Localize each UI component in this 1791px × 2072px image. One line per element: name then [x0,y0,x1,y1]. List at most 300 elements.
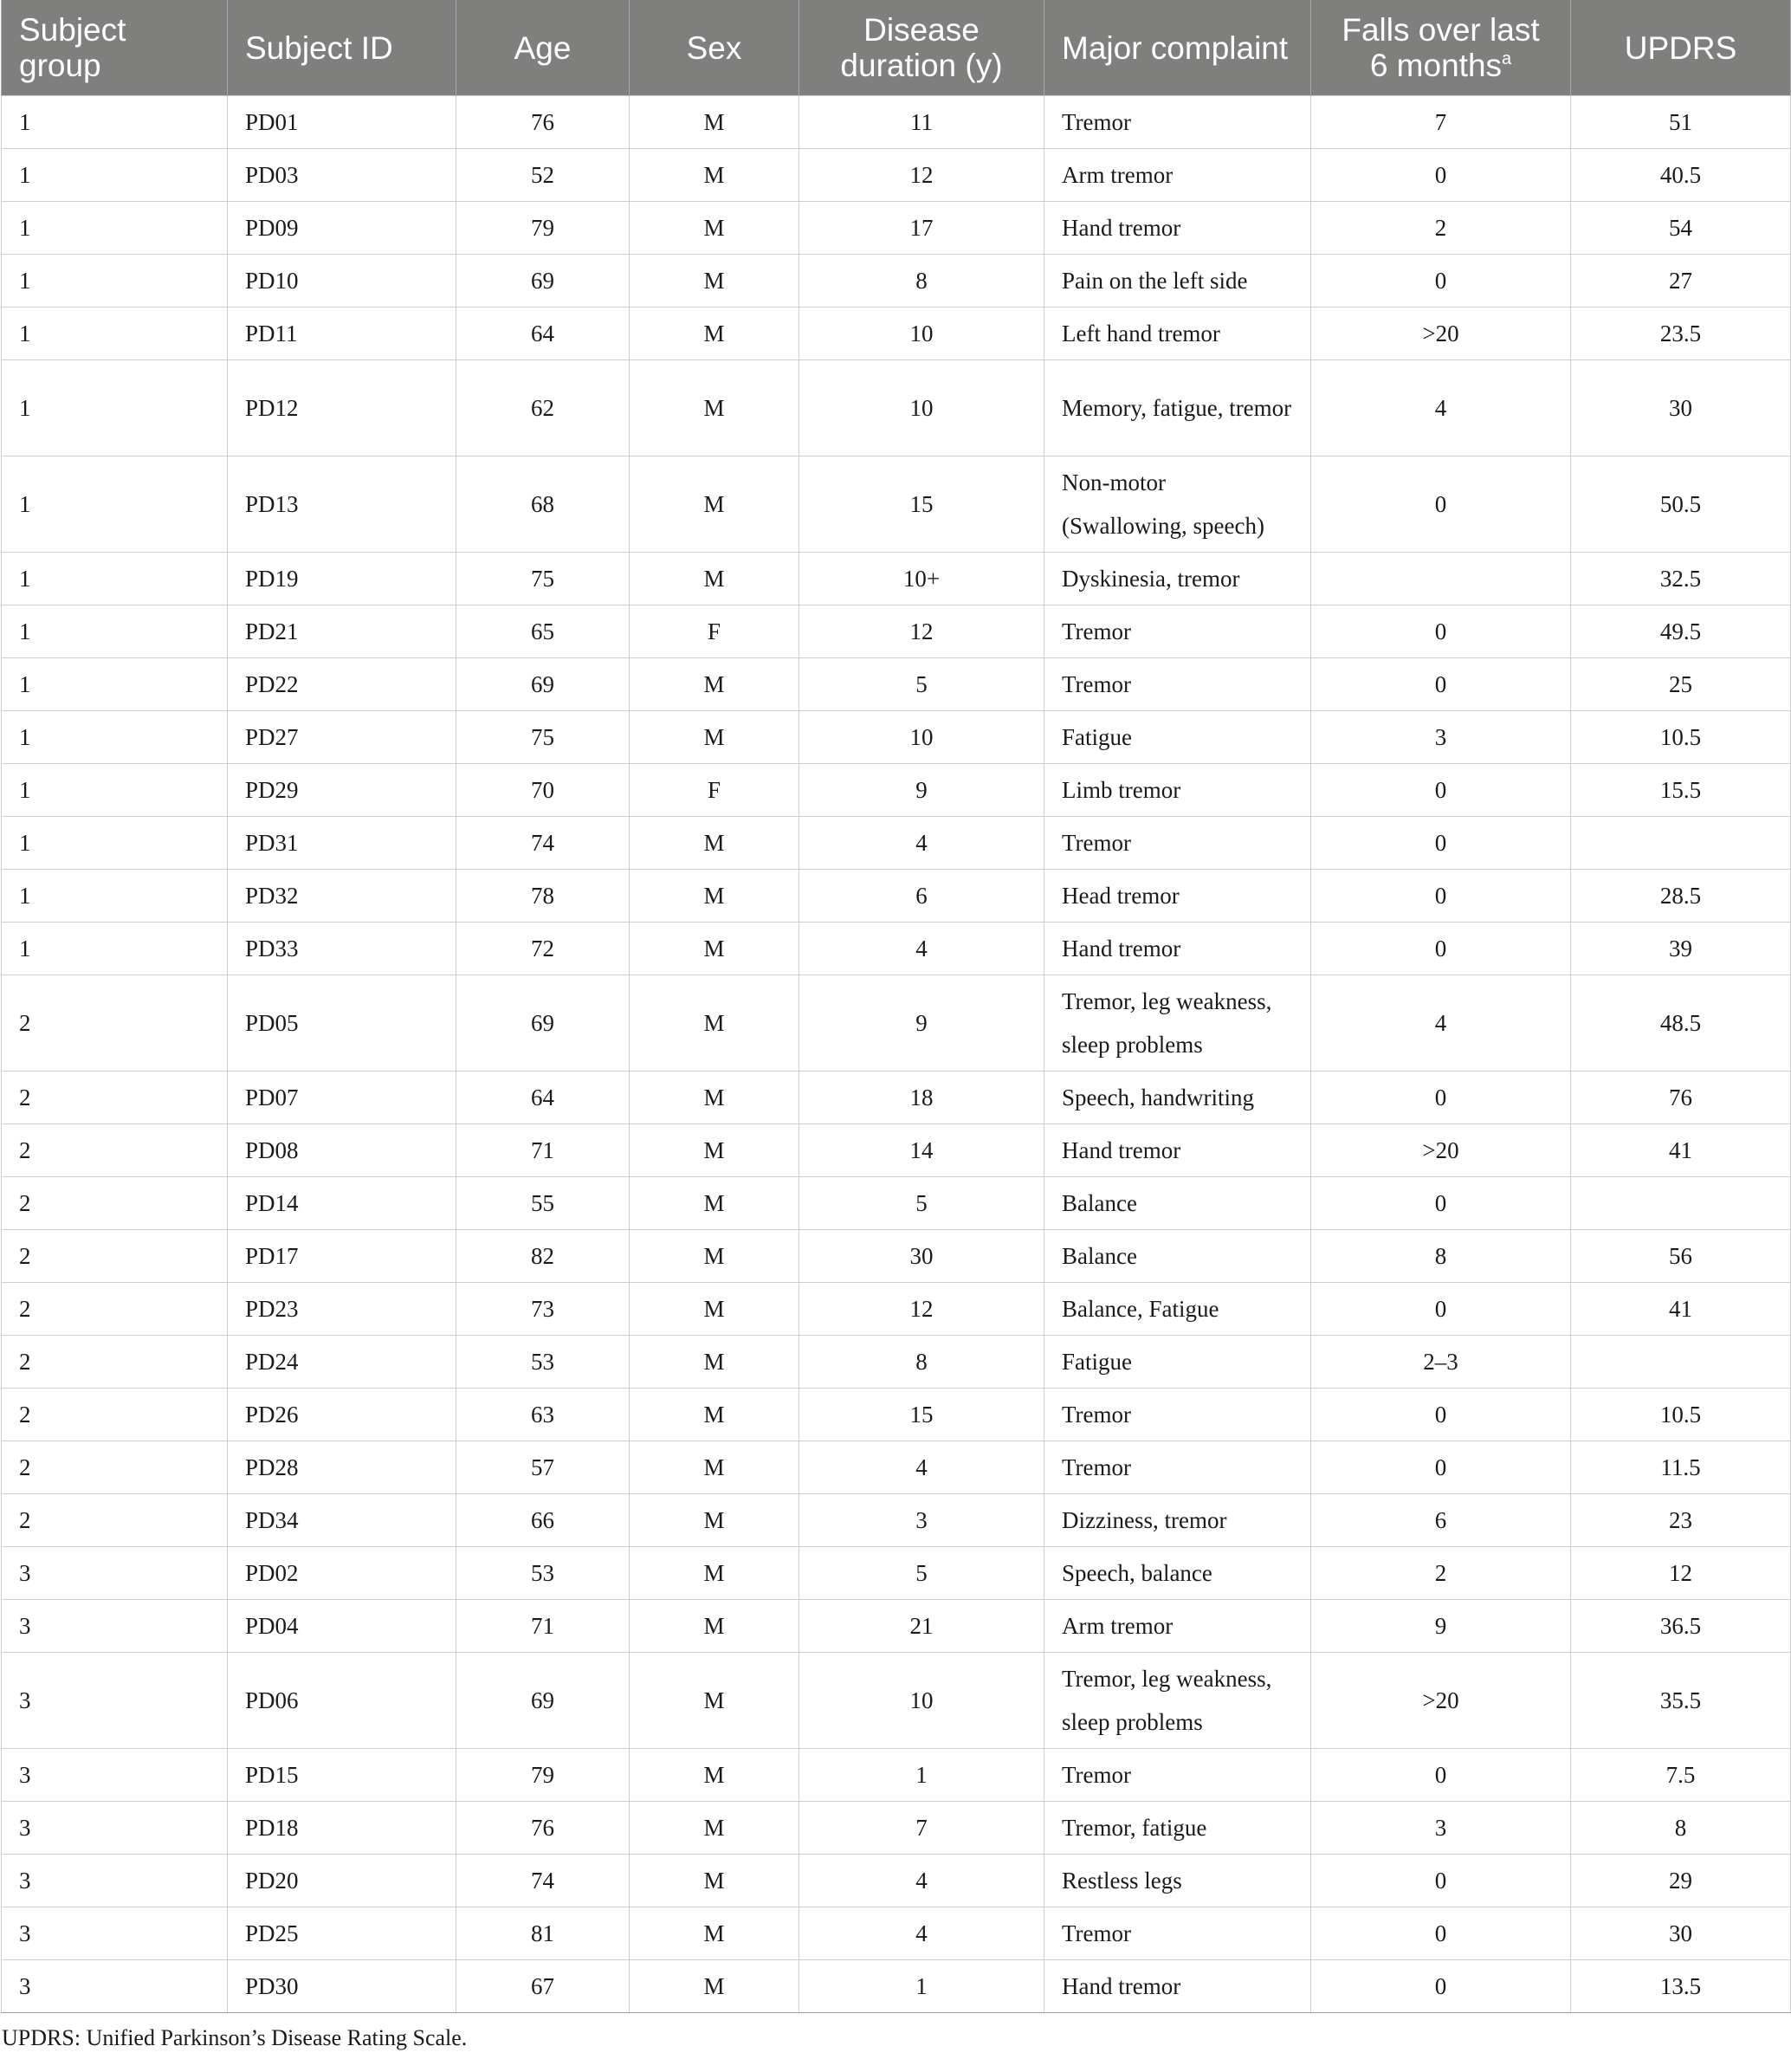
cell-sex: M [630,1907,799,1960]
cell-sex: M [630,1072,799,1124]
cell-updrs: 39 [1571,923,1791,975]
header-falls-footnote-mark: a [1502,49,1512,68]
cell-sex: M [630,1600,799,1653]
cell-falls: 4 [1311,360,1571,456]
cell-subject-group: 1 [2,255,228,308]
cell-major-complaint: Balance, Fatigue [1044,1283,1311,1336]
cell-updrs: 8 [1571,1802,1791,1855]
table-row [2,202,1791,255]
cell-disease-duration: 14 [799,1124,1044,1177]
cell-age: 69 [456,1653,630,1749]
cell-age: 53 [456,1547,630,1600]
cell-disease-duration: 15 [799,1389,1044,1441]
cell-major-complaint: Balance [1044,1177,1311,1230]
table-row [2,456,1791,553]
cell-major-complaint: Head tremor [1044,870,1311,923]
cell-major-complaint: Tremor [1044,1907,1311,1960]
table-body [2,96,1791,2013]
cell-age: 82 [456,1230,630,1283]
cell-disease-duration: 10+ [799,553,1044,605]
cell-subject-id: PD25 [228,1907,456,1960]
cell-disease-duration: 5 [799,1177,1044,1230]
cell-age: 74 [456,1855,630,1907]
cell-sex: M [630,96,799,149]
table-row [2,255,1791,308]
cell-sex: M [630,1441,799,1494]
cell-updrs: 41 [1571,1124,1791,1177]
cell-falls: 0 [1311,923,1571,975]
table-footnote: UPDRS: Unified Parkinson’s Disease Rating Scale. [2,2025,468,2050]
cell-disease-duration: 4 [799,1907,1044,1960]
cell-subject-group: 3 [2,1960,228,2013]
cell-major-complaint: Tremor [1044,1441,1311,1494]
cell-falls: 0 [1311,1283,1571,1336]
cell-major-complaint: Dyskinesia, tremor [1044,553,1311,605]
cell-updrs: 51 [1571,96,1791,149]
cell-falls: 0 [1311,1855,1571,1907]
cell-major-complaint: Non-motor (Swallowing, speech) [1044,456,1311,553]
cell-updrs: 54 [1571,202,1791,255]
cell-disease-duration: 10 [799,1653,1044,1749]
cell-subject-group: 2 [2,1177,228,1230]
cell-sex: M [630,255,799,308]
cell-major-complaint: Tremor, leg weakness, sleep problems [1044,1653,1311,1749]
cell-falls: 0 [1311,149,1571,202]
cell-falls: >20 [1311,1653,1571,1749]
cell-disease-duration: 5 [799,658,1044,711]
cell-disease-duration: 4 [799,1855,1044,1907]
cell-disease-duration: 4 [799,817,1044,870]
cell-major-complaint: Restless legs [1044,1855,1311,1907]
table-row [2,1855,1791,1907]
cell-subject-group: 2 [2,1336,228,1389]
cell-major-complaint: Hand tremor [1044,923,1311,975]
cell-major-complaint: Hand tremor [1044,202,1311,255]
cell-subject-group: 3 [2,1653,228,1749]
table-row [2,658,1791,711]
table-row [2,1072,1791,1124]
cell-age: 79 [456,1749,630,1802]
cell-sex: F [630,764,799,817]
cell-major-complaint: Arm tremor [1044,1600,1311,1653]
cell-disease-duration: 10 [799,360,1044,456]
cell-updrs: 50.5 [1571,456,1791,553]
header-row [2,0,1791,96]
cell-major-complaint: Speech, balance [1044,1547,1311,1600]
cell-updrs: 40.5 [1571,149,1791,202]
cell-sex: M [630,1494,799,1547]
cell-updrs: 28.5 [1571,870,1791,923]
cell-major-complaint: Pain on the left side [1044,255,1311,308]
cell-sex: M [630,1855,799,1907]
cell-updrs: 15.5 [1571,764,1791,817]
cell-updrs: 49.5 [1571,605,1791,658]
cell-major-complaint: Tremor, fatigue [1044,1802,1311,1855]
cell-sex: M [630,1283,799,1336]
cell-subject-id: PD26 [228,1389,456,1441]
table-row [2,1124,1791,1177]
table-row [2,923,1791,975]
cell-falls: 3 [1311,711,1571,764]
cell-subject-group: 1 [2,96,228,149]
cell-major-complaint: Limb tremor [1044,764,1311,817]
cell-subject-group: 1 [2,870,228,923]
header-subject-id: Subject ID [228,0,456,96]
cell-subject-id: PD02 [228,1547,456,1600]
cell-major-complaint: Balance [1044,1230,1311,1283]
cell-major-complaint: Tremor [1044,658,1311,711]
cell-major-complaint: Tremor [1044,817,1311,870]
cell-major-complaint: Speech, handwriting [1044,1072,1311,1124]
cell-subject-group: 2 [2,1124,228,1177]
cell-age: 69 [456,975,630,1072]
cell-falls: >20 [1311,308,1571,360]
cell-age: 74 [456,817,630,870]
cell-age: 66 [456,1494,630,1547]
cell-sex: M [630,1749,799,1802]
cell-subject-id: PD10 [228,255,456,308]
cell-age: 67 [456,1960,630,2013]
table-row [2,1494,1791,1547]
table-row [2,1389,1791,1441]
cell-age: 71 [456,1124,630,1177]
cell-sex: M [630,360,799,456]
table-row [2,1283,1791,1336]
cell-subject-id: PD05 [228,975,456,1072]
cell-sex: M [630,1653,799,1749]
header-major-complaint: Major complaint [1044,0,1311,96]
cell-updrs: 32.5 [1571,553,1791,605]
cell-updrs: 41 [1571,1283,1791,1336]
cell-disease-duration: 10 [799,308,1044,360]
cell-updrs: 13.5 [1571,1960,1791,2013]
cell-falls: 0 [1311,1960,1571,2013]
cell-disease-duration: 21 [799,1600,1044,1653]
cell-subject-group: 2 [2,975,228,1072]
cell-subject-id: PD09 [228,202,456,255]
table-row [2,1230,1791,1283]
table-row [2,870,1791,923]
cell-falls: 0 [1311,764,1571,817]
cell-updrs: 36.5 [1571,1600,1791,1653]
cell-subject-group: 2 [2,1283,228,1336]
table-header [2,0,1791,96]
cell-disease-duration: 6 [799,870,1044,923]
header-subject-group: Subject group [2,0,228,96]
cell-major-complaint: Hand tremor [1044,1960,1311,2013]
cell-age: 78 [456,870,630,923]
cell-disease-duration: 9 [799,975,1044,1072]
header-age: Age [456,0,630,96]
cell-falls [1311,553,1571,605]
cell-subject-group: 1 [2,817,228,870]
cell-subject-id: PD08 [228,1124,456,1177]
cell-sex: M [630,553,799,605]
table-row [2,711,1791,764]
cell-subject-group: 1 [2,456,228,553]
cell-updrs: 30 [1571,1907,1791,1960]
table-row [2,1960,1791,2013]
cell-sex: M [630,1802,799,1855]
cell-disease-duration: 11 [799,96,1044,149]
cell-subject-id: PD13 [228,456,456,553]
cell-falls: 0 [1311,456,1571,553]
cell-subject-group: 1 [2,764,228,817]
cell-disease-duration: 10 [799,711,1044,764]
cell-major-complaint: Hand tremor [1044,1124,1311,1177]
cell-age: 81 [456,1907,630,1960]
cell-subject-group: 1 [2,308,228,360]
cell-subject-id: PD30 [228,1960,456,2013]
cell-subject-group: 2 [2,1494,228,1547]
cell-subject-group: 1 [2,605,228,658]
cell-disease-duration: 1 [799,1749,1044,1802]
cell-updrs: 29 [1571,1855,1791,1907]
cell-disease-duration: 1 [799,1960,1044,2013]
cell-subject-id: PD21 [228,605,456,658]
cell-subject-id: PD06 [228,1653,456,1749]
cell-updrs: 23.5 [1571,308,1791,360]
cell-sex: M [630,1177,799,1230]
cell-subject-id: PD23 [228,1283,456,1336]
table-row [2,1802,1791,1855]
cell-disease-duration: 8 [799,255,1044,308]
table-row [2,149,1791,202]
cell-major-complaint: Tremor [1044,1389,1311,1441]
cell-sex: F [630,605,799,658]
cell-subject-id: PD07 [228,1072,456,1124]
cell-falls: 2 [1311,1547,1571,1600]
cell-subject-id: PD33 [228,923,456,975]
cell-updrs: 30 [1571,360,1791,456]
cell-major-complaint: Tremor, leg weakness, sleep problems [1044,975,1311,1072]
cell-disease-duration: 3 [799,1494,1044,1547]
header-disease-duration: Disease duration (y) [799,0,1044,96]
cell-updrs: 56 [1571,1230,1791,1283]
cell-falls: 0 [1311,870,1571,923]
cell-sex: M [630,658,799,711]
cell-disease-duration: 5 [799,1547,1044,1600]
cell-disease-duration: 18 [799,1072,1044,1124]
cell-subject-id: PD27 [228,711,456,764]
cell-subject-id: PD15 [228,1749,456,1802]
cell-age: 70 [456,764,630,817]
cell-falls: 0 [1311,605,1571,658]
cell-sex: M [630,308,799,360]
cell-subject-id: PD04 [228,1600,456,1653]
cell-subject-group: 1 [2,360,228,456]
cell-updrs: 27 [1571,255,1791,308]
cell-age: 73 [456,1283,630,1336]
cell-subject-id: PD32 [228,870,456,923]
cell-age: 62 [456,360,630,456]
cell-updrs: 10.5 [1571,1389,1791,1441]
cell-sex: M [630,817,799,870]
table-row [2,764,1791,817]
cell-subject-id: PD01 [228,96,456,149]
cell-subject-group: 2 [2,1441,228,1494]
table-row [2,308,1791,360]
table-row [2,553,1791,605]
table-row [2,605,1791,658]
cell-age: 69 [456,255,630,308]
cell-subject-group: 1 [2,923,228,975]
cell-subject-group: 1 [2,202,228,255]
cell-falls: >20 [1311,1124,1571,1177]
cell-subject-group: 2 [2,1072,228,1124]
cell-updrs [1571,1336,1791,1389]
cell-age: 76 [456,96,630,149]
cell-sex: M [630,923,799,975]
cell-sex: M [630,1230,799,1283]
cell-age: 57 [456,1441,630,1494]
table-row [2,1441,1791,1494]
cell-subject-id: PD22 [228,658,456,711]
cell-falls: 6 [1311,1494,1571,1547]
cell-falls: 0 [1311,255,1571,308]
cell-subject-group: 3 [2,1855,228,1907]
cell-updrs: 12 [1571,1547,1791,1600]
table-row [2,1653,1791,1749]
cell-subject-id: PD18 [228,1802,456,1855]
cell-disease-duration: 12 [799,605,1044,658]
cell-subject-id: PD24 [228,1336,456,1389]
cell-sex: M [630,456,799,553]
cell-disease-duration: 7 [799,1802,1044,1855]
cell-subject-id: PD12 [228,360,456,456]
cell-updrs [1571,817,1791,870]
cell-age: 53 [456,1336,630,1389]
cell-falls: 0 [1311,1749,1571,1802]
cell-disease-duration: 9 [799,764,1044,817]
cell-updrs: 23 [1571,1494,1791,1547]
cell-subject-id: PD20 [228,1855,456,1907]
cell-falls: 0 [1311,1177,1571,1230]
cell-major-complaint: Dizziness, tremor [1044,1494,1311,1547]
cell-updrs: 10.5 [1571,711,1791,764]
cell-sex: M [630,1336,799,1389]
table-row [2,817,1791,870]
cell-subject-id: PD34 [228,1494,456,1547]
cell-age: 75 [456,553,630,605]
cell-age: 76 [456,1802,630,1855]
cell-subject-group: 3 [2,1802,228,1855]
cell-falls: 0 [1311,1389,1571,1441]
cell-disease-duration: 12 [799,149,1044,202]
cell-subject-id: PD11 [228,308,456,360]
cell-updrs: 76 [1571,1072,1791,1124]
cell-major-complaint: Tremor [1044,1749,1311,1802]
cell-subject-group: 1 [2,149,228,202]
cell-age: 65 [456,605,630,658]
cell-major-complaint: Tremor [1044,96,1311,149]
cell-updrs: 48.5 [1571,975,1791,1072]
cell-subject-group: 1 [2,553,228,605]
cell-subject-group: 3 [2,1749,228,1802]
cell-subject-group: 1 [2,711,228,764]
cell-falls: 3 [1311,1802,1571,1855]
table-row [2,1600,1791,1653]
cell-subject-id: PD03 [228,149,456,202]
cell-sex: M [630,1547,799,1600]
cell-disease-duration: 30 [799,1230,1044,1283]
cell-sex: M [630,870,799,923]
cell-age: 64 [456,308,630,360]
cell-age: 69 [456,658,630,711]
cell-subject-id: PD28 [228,1441,456,1494]
cell-sex: M [630,1389,799,1441]
cell-disease-duration: 15 [799,456,1044,553]
cell-falls: 7 [1311,96,1571,149]
cell-age: 55 [456,1177,630,1230]
cell-sex: M [630,1960,799,2013]
cell-sex: M [630,1124,799,1177]
cell-major-complaint: Fatigue [1044,1336,1311,1389]
table-row [2,1749,1791,1802]
cell-falls: 0 [1311,1441,1571,1494]
cell-disease-duration: 8 [799,1336,1044,1389]
cell-age: 68 [456,456,630,553]
cell-updrs: 7.5 [1571,1749,1791,1802]
cell-falls: 0 [1311,817,1571,870]
table-row [2,96,1791,149]
cell-age: 75 [456,711,630,764]
cell-updrs: 35.5 [1571,1653,1791,1749]
cell-falls: 2–3 [1311,1336,1571,1389]
header-updrs: UPDRS [1571,0,1791,96]
cell-subject-id: PD14 [228,1177,456,1230]
cell-disease-duration: 4 [799,1441,1044,1494]
cell-age: 72 [456,923,630,975]
cell-major-complaint: Memory, fatigue, tremor [1044,360,1311,456]
subject-table [1,0,1791,2013]
cell-subject-group: 1 [2,658,228,711]
cell-updrs: 11.5 [1571,1441,1791,1494]
cell-falls: 0 [1311,658,1571,711]
cell-sex: M [630,711,799,764]
cell-subject-group: 3 [2,1600,228,1653]
table-row [2,360,1791,456]
cell-disease-duration: 4 [799,923,1044,975]
cell-major-complaint: Left hand tremor [1044,308,1311,360]
cell-subject-id: PD17 [228,1230,456,1283]
cell-major-complaint: Tremor [1044,605,1311,658]
cell-disease-duration: 12 [799,1283,1044,1336]
cell-falls: 8 [1311,1230,1571,1283]
table-row [2,975,1791,1072]
cell-falls: 0 [1311,1072,1571,1124]
table-row [2,1336,1791,1389]
cell-sex: M [630,202,799,255]
cell-subject-id: PD19 [228,553,456,605]
cell-subject-group: 2 [2,1389,228,1441]
cell-falls: 9 [1311,1600,1571,1653]
cell-subject-group: 3 [2,1547,228,1600]
cell-major-complaint: Fatigue [1044,711,1311,764]
cell-sex: M [630,149,799,202]
cell-disease-duration: 17 [799,202,1044,255]
table-row [2,1547,1791,1600]
cell-age: 71 [456,1600,630,1653]
cell-subject-group: 2 [2,1230,228,1283]
cell-age: 52 [456,149,630,202]
cell-falls: 4 [1311,975,1571,1072]
table-row [2,1177,1791,1230]
cell-age: 63 [456,1389,630,1441]
cell-updrs: 25 [1571,658,1791,711]
cell-age: 79 [456,202,630,255]
header-sex: Sex [630,0,799,96]
